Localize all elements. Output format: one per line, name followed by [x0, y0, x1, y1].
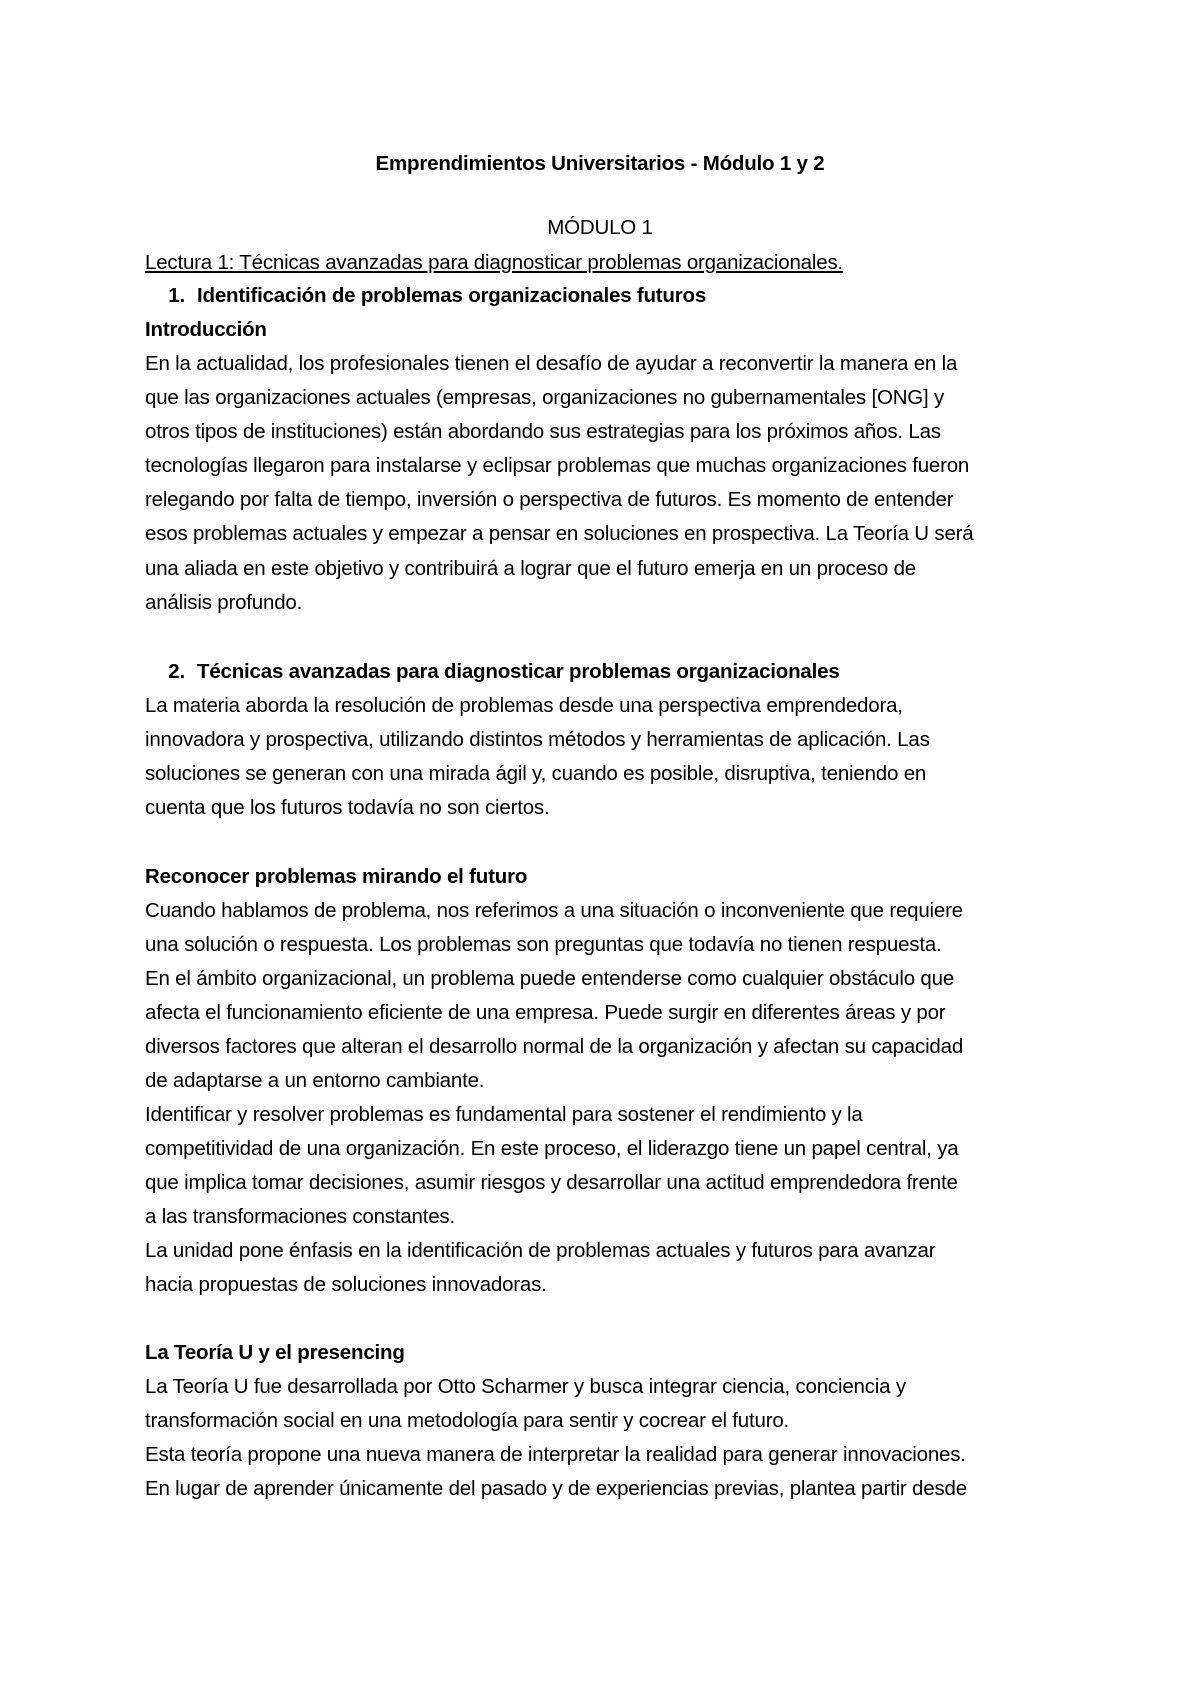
module-heading: MÓDULO 1: [547, 216, 653, 239]
intro-line: relegando por falta de tiempo, inversión o perspectiva de futuros. Es momento de entender: [145, 488, 954, 511]
document-title: Emprendimientos Universitarios - Módulo 1 y 2: [375, 152, 825, 175]
intro-line: análisis profundo.: [145, 591, 303, 614]
reading-title: Lectura 1: Técnicas avanzadas para diagnosticar problemas organizacionales.: [145, 251, 843, 274]
teoria-heading: La Teoría U y el presencing: [145, 1341, 405, 1364]
teoria-line: transformación social en una metodología para sentir y cocrear el futuro.: [145, 1409, 790, 1432]
reconocer-line: diversos factores que alteran el desarrollo normal de la organización y afectan su capacidad: [145, 1035, 964, 1058]
intro-line: otros tipos de instituciones) están abordando sus estrategias para los próximos años. Las: [145, 420, 941, 443]
section-2-title: Técnicas avanzadas para diagnosticar problemas organizacionales: [197, 660, 840, 683]
intro-heading: Introducción: [145, 318, 267, 341]
teoria-line: En lugar de aprender únicamente del pasado y de experiencias previas, plantea partir desde: [145, 1477, 967, 1500]
reconocer-line: que implica tomar decisiones, asumir riesgos y desarrollar una actitud emprendedora frente: [145, 1171, 958, 1194]
reconocer-line: hacia propuestas de soluciones innovadoras.: [145, 1273, 547, 1296]
reconocer-line: afecta el funcionamiento eficiente de una empresa. Puede surgir en diferentes áreas y por: [145, 1001, 946, 1024]
reconocer-line: de adaptarse a un entorno cambiante.: [145, 1069, 485, 1092]
intro-line: una aliada en este objetivo y contribuirá a lograr que el futuro emerja en un proceso de: [145, 557, 917, 580]
section-2-line: innovadora y prospectiva, utilizando distintos métodos y herramientas de aplicación. Las: [145, 728, 930, 751]
intro-line: que las organizaciones actuales (empresas, organizaciones no gubernamentales [ONG] y: [145, 386, 945, 409]
teoria-line: Esta teoría propone una nueva manera de interpretar la realidad para generar innovaciones.: [145, 1443, 966, 1466]
intro-line: En la actualidad, los profesionales tienen el desafío de ayudar a reconvertir la manera en la: [145, 352, 958, 375]
intro-line: esos problemas actuales y empezar a pensar en soluciones en prospectiva. La Teoría U será: [145, 522, 974, 545]
section-1-number: 1.: [168, 284, 185, 307]
reconocer-heading: Reconocer problemas mirando el futuro: [145, 865, 528, 888]
section-2-line: soluciones se generan con una mirada ágil y, cuando es posible, disruptiva, teniendo en: [145, 762, 927, 785]
reconocer-line: una solución o respuesta. Los problemas son preguntas que todavía no tienen respuesta.: [145, 933, 942, 956]
reconocer-line: Identificar y resolver problemas es fundamental para sostener el rendimiento y la: [145, 1103, 863, 1126]
section-1-title: Identificación de problemas organizacionales futuros: [197, 284, 707, 307]
section-2-line: La materia aborda la resolución de problemas desde una perspectiva emprendedora,: [145, 694, 903, 717]
reconocer-line: a las transformaciones constantes.: [145, 1205, 455, 1228]
reconocer-line: competitividad de una organización. En este proceso, el liderazgo tiene un papel central, ya: [145, 1137, 959, 1160]
section-1-heading: [145, 282, 706, 310]
section-2-number: 2.: [168, 660, 185, 683]
intro-line: tecnologías llegaron para instalarse y eclipsar problemas que muchas organizaciones fueron: [145, 454, 970, 477]
teoria-line: La Teoría U fue desarrollada por Otto Scharmer y busca integrar ciencia, conciencia y: [145, 1375, 906, 1398]
reconocer-line: En el ámbito organizacional, un problema puede entenderse como cualquier obstáculo que: [145, 967, 955, 990]
reconocer-line: Cuando hablamos de problema, nos referimos a una situación o inconveniente que requiere: [145, 899, 963, 922]
reconocer-line: La unidad pone énfasis en la identificación de problemas actuales y futuros para avanzar: [145, 1239, 936, 1262]
section-2-heading: [145, 658, 840, 686]
section-2-line: cuenta que los futuros todavía no son ciertos.: [145, 796, 550, 819]
